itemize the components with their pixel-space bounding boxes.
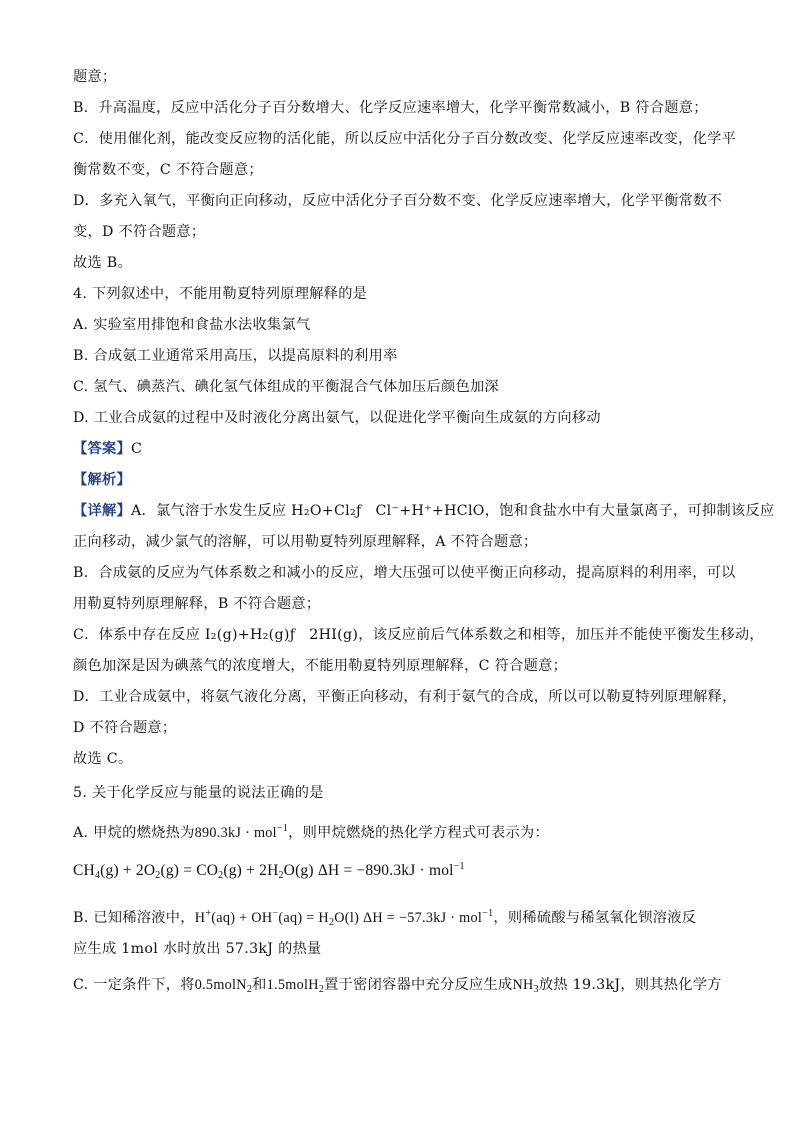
text-line: B．合成氨的反应为气体系数之和减小的反应，增大压强可以使平衡正向移动，提高原料的利用率，可以 [73,565,736,581]
answer-value: C [130,441,143,457]
thermochemical-equation: $CH_4(g) + 2O_2(g) = CO_2(g) + 2H_2O(g) \Delta H = -890.3kJ \cdot mol^{-1}$ [73,861,465,881]
text-segment: ，则甲烷燃烧的热化学方程式可表示为： [288,825,549,841]
text-line: 颜色加深是因为碘蒸气的浓度增大，不能用勒夏特列原理解释，C 符合题意； [73,658,568,674]
text-line: C．使用催化剂，能改变反应物的活化能，所以反应中活化分子百分数改变、化学反应速率改变，化学平 [73,131,737,147]
text-line: 故选 C。 [73,751,133,767]
text-segment: Cl⁻+H⁺+HClO，饱和食盐水中有大量氯离子，可抑制该反应 [375,503,775,519]
text-line: D．多充入氧气，平衡向正向移动，反应中活化分子百分数不变、化学反应速率增大，化学平衡常数不 [73,193,723,209]
answer-tag: 【答案】 [73,441,131,457]
formula: 890.3kJ · mol$^{-1}$ [194,823,289,841]
text-line: D 不符合题意； [73,720,177,736]
text-segment: C. 一定条件下，将 [73,977,195,993]
answer-line [73,438,754,460]
text-line: 变，D 不符合题意； [73,224,206,240]
text-segment: C．体系中存在反应 I₂(g)+H₂(g)ƒ [73,627,296,643]
formula: 1.5molH$_2$ [266,977,325,995]
formula: $H^+(aq) + OH^-(aq) = H_2O(l) \Delta H = -57.3kJ \cdot mol^{-1}$ [194,908,494,928]
text-line: 应生成 1mol 水时放出 57.3kJ 的热量 [73,941,322,957]
text-line: D．工业合成氨中，将氨气液化分离，平衡正向移动，有利于氨气的合成，所以可以勒夏特列原理解释， [73,689,737,705]
option-b: B. 合成氨工业通常采用高压，以提高原料的利用率 [73,348,398,364]
text-line: 衡常数不变，C 不符合题意； [73,162,263,178]
option-b [73,903,754,934]
option-a: A. 实验室用排饱和食盐水法收集氯气 [73,317,311,333]
text-line: 题意； [73,69,117,85]
formula: $NH_3$ [512,977,539,995]
detail-line [73,500,775,522]
option-c: C. 一定条件下，将0.5molN$_2$和1.5molH$_2$置于密闭容器中充分反应生成$NH_3$放热 19.3kJ，则其热化学方 [73,977,722,995]
text-line: B．升高温度，反应中活化分子百分数增大、化学反应速率增大，化学平衡常数减小，B 符合题意； [73,100,708,116]
option-c: C. 氢气、碘蒸汽、碘化氢气体组成的平衡混合气体加压后颜色加深 [73,379,499,395]
option-d: D. 工业合成氨的过程中及时液化分离出氨气，以促进化学平衡向生成氨的方向移动 [73,410,601,426]
question-4-stem: 4. 下列叙述中，不能用勒夏特列原理解释的是 [73,286,368,302]
formula: 0.5molN$_2$ [194,977,253,995]
question-5-stem: 5. 关于化学反应与能量的说法正确的是 [73,785,324,801]
text-segment: 2HI(g)，该反应前后气体系数之和相等，加压并不能使平衡发生移动， [309,627,764,643]
text-segment: A．氯气溶于水发生反应 H₂O+Cl₂ƒ [130,503,362,519]
text-segment: ，则稀硫酸与稀氢氧化钡溶液反 [493,910,697,926]
detail-tag: 【详解】 [73,503,131,519]
analysis-tag: 【解析】 [73,472,131,488]
text-segment: B. 已知稀溶液中， [73,910,195,926]
text-line: 正向移动，减少氯气的溶解，可以用勒夏特列原理解释，A 不符合题意； [73,534,538,550]
option-a [73,818,754,844]
text-segment: A. 甲烷的燃烧热为 [73,825,195,841]
text-line: 用勒夏特列原理解释，B 不符合题意； [73,596,321,612]
text-line: 故选 B。 [73,255,132,271]
analysis-line [73,469,754,491]
text-line [73,624,764,646]
